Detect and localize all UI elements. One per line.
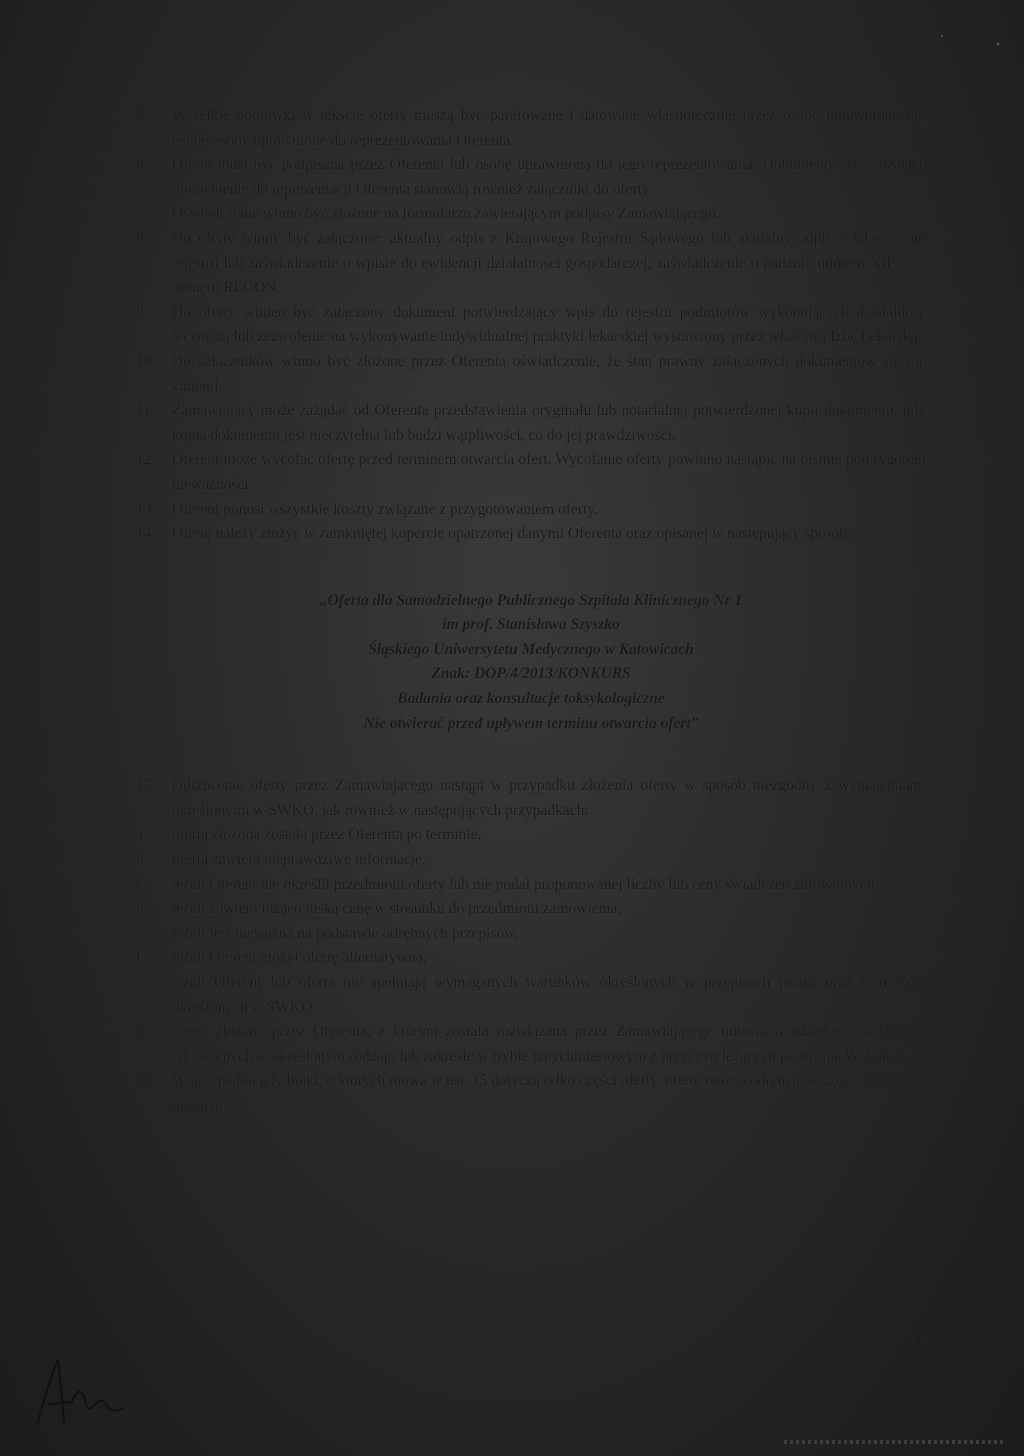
- item-text: Oferta musi być podpisana przez Oferenta lub osobę uprawnioną do jego reprezentowania. Dokumenty stwierdzające uprawnienie do reprezentacji Oferenta stanowią również załączniki do oferty.: [172, 156, 926, 198]
- item-number: 6.: [136, 156, 148, 174]
- item-list-main: [136, 104, 926, 547]
- item-text: Zamawiający może zażądać od Oferenta przedstawienia oryginału lub notarialnej potwierdzonej kopii dokumentu, gdy kopia dokumentu jest nieczytelna lub budzi wątpliwości, co do jej prawdziwości.: [172, 402, 926, 444]
- list-item: [136, 153, 926, 202]
- envelope-line: Badania oraz konsultacje toksykologiczne: [397, 690, 665, 708]
- item-number: 14.: [136, 525, 156, 543]
- sub-item: [136, 1020, 926, 1069]
- scan-specks: [930, 30, 1010, 50]
- list-item-16: [136, 1069, 926, 1118]
- item-text: Wszelkie poprawki w tekście oferty muszą być parafowane i datowane własnoręcznie przez osobę uprawnioną lub osobę/osoby uprawnione do reprezentowania Oferenta.: [172, 107, 926, 149]
- sub-item: [136, 971, 926, 1020]
- envelope-line: Śląskiego Uniwersytetu Medycznego w Katowicach: [368, 640, 694, 658]
- envelope-line: Znak: DOP/4/2013/KONKURS: [431, 665, 631, 683]
- item-text: W przypadku gdy braki, o których mowa w ust. 15 dotyczą tylko części oferty, ofertę można odrzucić w części dotkniętej brakiem.: [172, 1072, 926, 1114]
- item-text: Oferent może wycofać ofertę przed terminem otwarcia ofert. Wycofanie oferty powinno nastąpić na piśmie pod rygorem nieważności.: [172, 451, 926, 493]
- sub-item-text: jeżeli zawiera rażąco niską cenę w stosunku do przedmiotu zamówienia,: [172, 900, 622, 918]
- item-number: 10.: [136, 352, 156, 370]
- item-number: 13.: [136, 500, 156, 518]
- item-text: Do załączników winno być złożone przez Oferenta oświadczenie, że stan prawny załączonych dokumentów się nie zmienił.: [172, 352, 926, 395]
- item-number: 7.: [136, 205, 148, 223]
- item-text: Odrzucenie oferty przez Zamawiającego nastąpi w przypadku złożenia oferty w sposób niezgodny z wymaganiami określonymi w SWKO, jak również w następujących przypadkach:: [172, 777, 926, 819]
- item-text: Ofertę należy złożyć w zamkniętej kopercie opatrzonej danymi Oferenta oraz opisanej w następujący sposób:: [172, 525, 852, 543]
- sub-item-letter: e.: [136, 924, 147, 942]
- list-item: [136, 350, 926, 399]
- list-item: [136, 448, 926, 497]
- sub-item-letter: f.: [136, 949, 146, 967]
- item-number: 8.: [136, 229, 148, 247]
- item-number: 11.: [136, 402, 155, 420]
- sub-item-letter: d.: [136, 900, 148, 918]
- sub-item-letter: b.: [136, 851, 148, 869]
- sub-item: [136, 873, 926, 898]
- item-number: 16.: [136, 1072, 156, 1090]
- sub-item-text: oferta złożona przez Oferenta, z którym została rozwiązana przez Zamawiającego umowa o udzielanie świadczeń zdrowotnych w określonym rodzaju lub zakresie w trybie natychmiastowym z przyczyn leżących po stronie Wykonawcy.: [172, 1023, 926, 1065]
- item-number: 5.: [136, 107, 148, 124]
- page-number: 4: [914, 1334, 922, 1351]
- list-item: [136, 202, 926, 227]
- sub-item-letter: h.: [136, 1023, 148, 1041]
- envelope-line: im prof. Stanisława Szyszko: [442, 616, 620, 634]
- rejection-subitems: [136, 823, 926, 1069]
- sub-item: [136, 823, 926, 848]
- list-item: [136, 498, 926, 523]
- list-item-15: [136, 774, 926, 823]
- sub-item: [136, 897, 926, 922]
- list-item: [136, 399, 926, 448]
- item-text: Do oferty winien być załączony dokument potwierdzający wpis do rejestru podmiotów wykonujących działalność leczniczą lub zezwolenie na wykonywanie indywidualnej praktyki lekarskiej wystawiony przez właściwą Izbę Lekarską.: [172, 303, 926, 346]
- sub-item-text: oferta złożona została przez Oferenta po terminie,: [172, 826, 482, 844]
- item-number: 9.: [136, 303, 148, 321]
- sub-item: [136, 922, 926, 947]
- sub-item-text: jeżeli jest nieważna na podstawie odrębnych przepisów,: [172, 924, 519, 942]
- sub-item: [136, 848, 926, 873]
- list-item: [136, 227, 926, 301]
- item-number: 12.: [136, 451, 156, 469]
- sub-item-text: jeżeli Oferent lub oferta nie spełniają wymaganych warunków określonych w przepisach prawa oraz warunków określonych w SWKO,: [172, 974, 926, 1016]
- sub-item-text: jeżeli Oferent nie określił przedmiotu oferty lub nie podał proponowanej liczby lub ceny świadczeń zdrowotnych,: [172, 875, 879, 893]
- sub-item-text: jeżeli Oferent złożył ofertę alternatywną,: [172, 949, 427, 967]
- list-item: [136, 104, 926, 153]
- handwritten-signature: [28, 1352, 138, 1432]
- sub-item-letter: c.: [136, 875, 147, 893]
- scan-footer-noise: [784, 1440, 1004, 1444]
- envelope-line: Nie otwierać przed upływem terminu otwarcia ofert”: [363, 714, 699, 732]
- sub-item-letter: g.: [136, 974, 148, 991]
- list-item: [136, 522, 926, 547]
- document-body: [136, 104, 926, 1119]
- item-number: 15.: [136, 777, 156, 795]
- item-text: Do oferty winny być załączone: aktualny odpis z Krajowego Rejestru Sądowego lub aktualny odpis z właściwego rejestru lub zaświadczenie o wpisie do ewidencji działalności gospodarczej, zaświadczenie o nadaniu numeru NIP oraz numeru REGON.: [172, 229, 926, 297]
- sub-item-text: oferta zawiera nieprawdziwe informacje,: [172, 851, 426, 869]
- envelope-label-block: [136, 589, 926, 737]
- list-item: [136, 301, 926, 350]
- item-text: Oferent ponosi wszystkie koszty związane z przygotowaniem oferty.: [172, 500, 598, 518]
- envelope-line: „Oferta dla Samodzielnego Publicznego Szpitala Klinicznego Nr 1: [319, 591, 743, 609]
- sub-item: [136, 946, 926, 971]
- sub-item-letter: a.: [136, 826, 147, 844]
- item-text: Oświadczenie winno być złożone na formularzu zawierającym podpisy Zamawiającego.: [172, 205, 720, 223]
